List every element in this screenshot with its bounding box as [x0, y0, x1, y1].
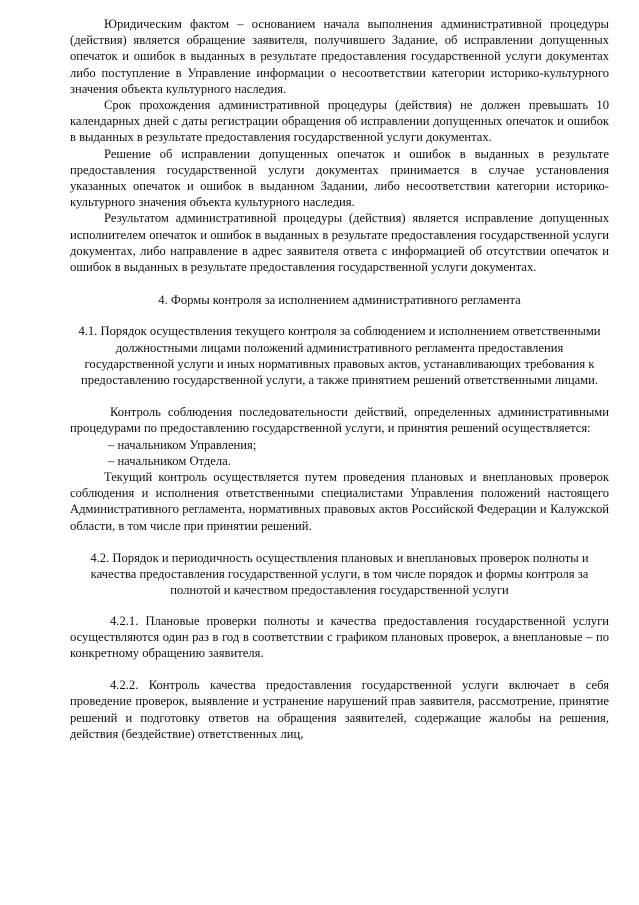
list-item-head-of-department: – начальником Управления; — [108, 437, 257, 452]
paragraph-control-scope: Контроль соблюдения последовательности действий, определенных административными процедурами по предоставлению государственной услуги, и принятия решений осуществляется: — [70, 405, 609, 436]
paragraph-procedure-result: Результатом административной процедуры (действия) является исправление допущенных исполнителем опечаток и ошибок в выданных в результате предоставления государственной услуги документах, либо направление в адрес заявителя ответа с информацией об отсутствии опечаток и ошибок в выданных в результате предоставления государственной услуги документах. — [70, 211, 609, 275]
document-page — [70, 16, 609, 742]
subsection-heading-4-2: 4.2. Порядок и периодичность осуществления плановых и внеплановых проверок полноты и качества предоставления государственной услуги, в том числе порядок и формы контроля за полнотой и качеством предоставления государственной услуги — [90, 550, 589, 598]
paragraph-4-2-2: 4.2.2. Контроль качества предоставления государственной услуги включает в себя проведение проверок, выявление и устранение нарушений прав заявителя, рассмотрение, принятие решений и подготовку ответов на обращения заявителей, содержащие жалобы на решения, действия (бездействие) ответственных лиц, — [70, 678, 609, 741]
paragraph-procedure-deadline: Срок прохождения административной процедуры (действия) не должен превышать 10 календарных дней с даты регистрации обращения об исправлении допущенных опечаток и ошибок в выданных в результате предоставления государственной услуги документах. — [70, 98, 609, 145]
paragraph-current-control: Текущий контроль осуществляется путем проведения плановых и внеплановых проверок соблюдения и исполнения ответственными специалистами Управления положений настоящего Административного регламента, нормативных правовых актов Российской Федерации и Калужской области, в том числе при принятии решений. — [70, 470, 609, 533]
paragraph-correction-decision: Решение об исправлении допущенных опечаток и ошибок в выданных в результате предоставления государственной услуги документах принимается в случае установления указанных опечаток и ошибок в выданном Задании, либо несоответствии категории историко-культурного значения объекта культурного наследия. — [70, 146, 609, 210]
paragraph-4-2-1: 4.2.1. Плановые проверки полноты и качества предоставления государственной услуги осуществляются один раз в год в соответствии с графиком плановых проверок, а внеплановые – по конкретному обращению заявителя. — [70, 613, 609, 660]
list-item-head-of-division: – начальником Отдела. — [108, 453, 231, 468]
section-heading-4: 4. Формы контроля за исполнением административного регламента — [158, 293, 521, 308]
subsection-heading-4-1: 4.1. Порядок осуществления текущего контроля за соблюдением и исполнением ответственными должностными лицами положений административного регламента предоставления государственной услуги и иных нормативных правовых актов, устанавливающих требования к предоставлению государственной услуги, а также принятием решений ответственными лицами. — [78, 324, 601, 388]
paragraph-legal-fact: Юридическим фактом – основанием начала выполнения административной процедуры (действия) является обращение заявителя, получившего Задание, об исправлении допущенных опечаток и ошибок в выданных в результате предоставления государственной услуги документах либо поступление в Управление информации о несоответствии категории историко-культурного значения объекта культурного наследия. — [70, 17, 609, 96]
